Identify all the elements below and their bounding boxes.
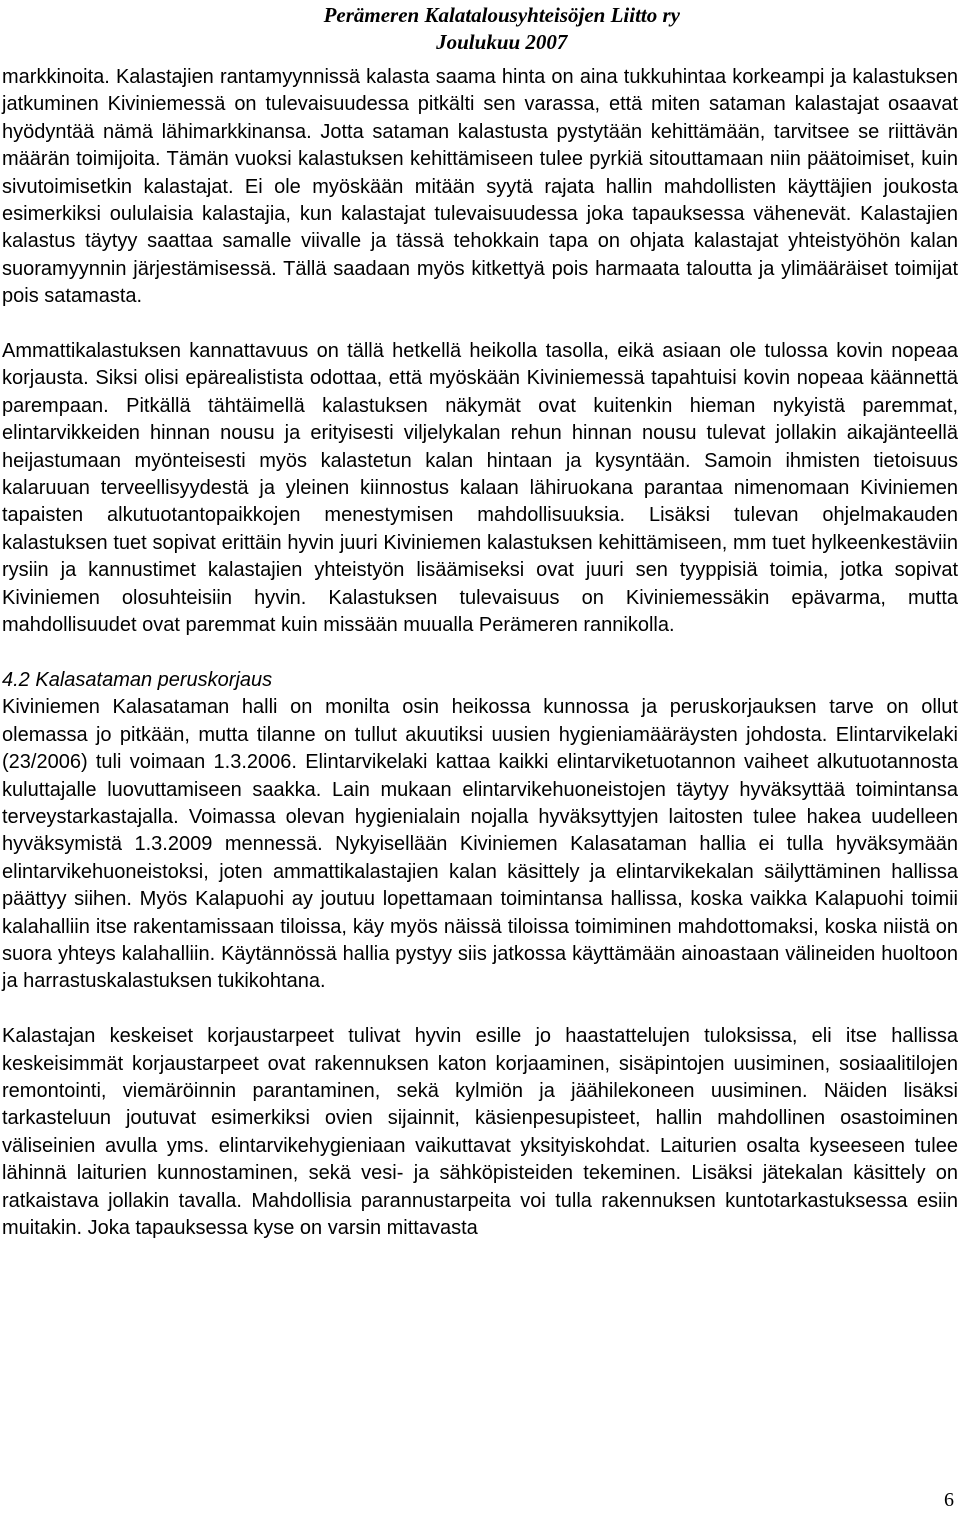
paragraph-market: markkinoita. Kalastajien rantamyynnissä kalasta saama hinta on aina tukkuhintaa korkeampi ja kalastuksen jatkuminen Kiviniemessä on tulevaisuudessa pitkälti sen varassa, että miten sataman kalastajat osaavat hyödyntää nämä lähimarkkinansa. Jotta sataman kalastusta pystytään kehittämään, tarvitsee se riittävän määrän toimijoita. Tämän vuoksi kalastuksen kehittämiseen tulee pyrkiä sitouttamaan niin päätoimiset, kuin sivutoimisetkin kalastajat. Ei ole myöskään mitään syytä rajata hallin mahdollisten käyttäjien joukosta esimerkiksi oululaisia kalastajia, kun kalastajat tulevaisuudessa joka tapauksessa vähenevät. Kalastajien kalastus täytyy saattaa samalle viivalle ja tässä tehokkain tapa on ohjata kalastajat yhteistyöhön kalan suoramyynnin järjestämisessä. Tällä saadaan myös kitkettyä pois harmaata taloutta ja ylimääräiset toimijat pois satamasta. bbox=[2, 66, 958, 308]
page-number: 6 bbox=[944, 1489, 954, 1511]
paragraph-renovation: Kiviniemen Kalasataman halli on monilta osin heikossa kunnossa ja peruskorjauksen tarve on ollut olemassa jo pitkään, mutta tilanne on tullut akuutiksi uusien hygieniamääräysten johdosta. Elintarvikelaki (23/2006) tuli voimaan 1.3.2006. Elintarvikelaki kattaa kaikki elintarviketuotannon vaiheet alkutuotannosta kuluttajalle luovuttamiseen saakka. Lain mukaan elintarvikehuoneistojen täytyy hyväksyttää toimintansa terveystarkastajalla. Voimassa olevan hygienialain nojalla hyväksyttyjen laitosten tulee hakea uudelleen hyväksymistä 1.3.2009 mennessä. Nykyisellään Kiviniemen Kalasataman hallia ei tulla hyväksymään elintarvikehuoneistoksi, joten ammattikalastajien kalan käsittely ja elintarvikekalan säilyttäminen hallissa päättyy siihen. Myös Kalapuohi ay joutuu lopettamaan toimintansa hallissa, koska vaikka Kalapuohi toimii kalahalliin itse rakentamissaan tiloissa, käy myös näissä tiloissa toimiminen mahdottomaksi, koska niistä on suora yhteys kalahalliin. Käytännössä hallia pystyy siis jatkossa käyttämään ainoastaan välineiden huoltoon ja harrastuskalastuksen tukikohtana. bbox=[2, 696, 958, 993]
page-header bbox=[324, 2, 680, 56]
paragraph-profitability: Ammattikalastuksen kannattavuus on tällä hetkellä heikolla tasolla, eikä asiaan ole tulossa kovin nopeaa korjausta. Siksi olisi epärealistista odottaa, että myöskään Kiviniemessä tapahtuisi kovin nopeaa käännettä parempaan. Pitkällä tähtäimellä kalastuksen näkymät ovat kuitenkin hieman nykyistä paremmat, elintarvikkeiden hinnan nousu ja erityisesti viljelykalan rehun hinnan nousu tulevat jollakin aikajänteellä heijastumaan myönteisesti myös kalastetun kalan hintaan ja kysyntään. Samoin ihmisten tietoisuus kalaruuan terveellisyydestä ja yleinen kiinnostus kalaan lähiruokana parantaa nimenomaan Kiviniemen tapaisten alkutuotantopaikkojen menestymisen mahdollisuuksia. Lisäksi tulevan ohjelmakauden kalastuksen tuet sopivat erittäin hyvin juuri Kiviniemen kalastuksen kehittämiseen, mm tuet hylkeenkestäviin rysiin ja kannustimet kalastajien yhteistyön lisäämiseksi ovat juuri sen tyyppisiä toimia, jotka sopivat Kiviniemen olosuhteisiin hyvin. Kalastuksen tulevaisuus on Kiviniemessäkin epävarma, mutta mahdollisuudet ovat paremmat kuin missään muualla Perämeren rannikolla. bbox=[2, 340, 958, 637]
paragraph-repair-needs: Kalastajan keskeiset korjaustarpeet tulivat hyvin esille jo haastattelujen tuloksissa, eli itse hallissa keskeisimmät korjaustarpeet ovat rakennuksen katon korjaaminen, sisäpintojen uusiminen, sosiaalitilojen remontointi, viemäröinnin parantaminen, sekä kylmiön ja jäähilekoneen uusiminen. Näiden lisäksi tarkasteluun joutuvat esimerkiksi ovien sijainnit, käsienpesupisteet, hallin mahdollinen osastoiminen väliseinien avulla yms. elintarvikehygieniaan vaikuttavat yksityiskohdat. Laiturien osalta kyseeseen tulee lähinnä laiturien kunnostaminen, sekä vesi- ja sähköpisteiden tekeminen. Lisäksi jätekalan käsittely on ratkaistava jollakin tavalla. Mahdollisia parannustarpeita voi tulla rakennuksen kuntotarkastuksessa esiin muitakin. Joka tapauksessa kyse on varsin mittavasta bbox=[2, 1025, 958, 1240]
document-body bbox=[2, 64, 958, 1242]
header-date: Joulukuu 2007 bbox=[436, 30, 568, 54]
section-heading: 4.2 Kalasataman peruskorjaus bbox=[2, 668, 273, 691]
header-organization: Perämeren Kalatalousyhteisöjen Liitto ry bbox=[323, 3, 680, 27]
